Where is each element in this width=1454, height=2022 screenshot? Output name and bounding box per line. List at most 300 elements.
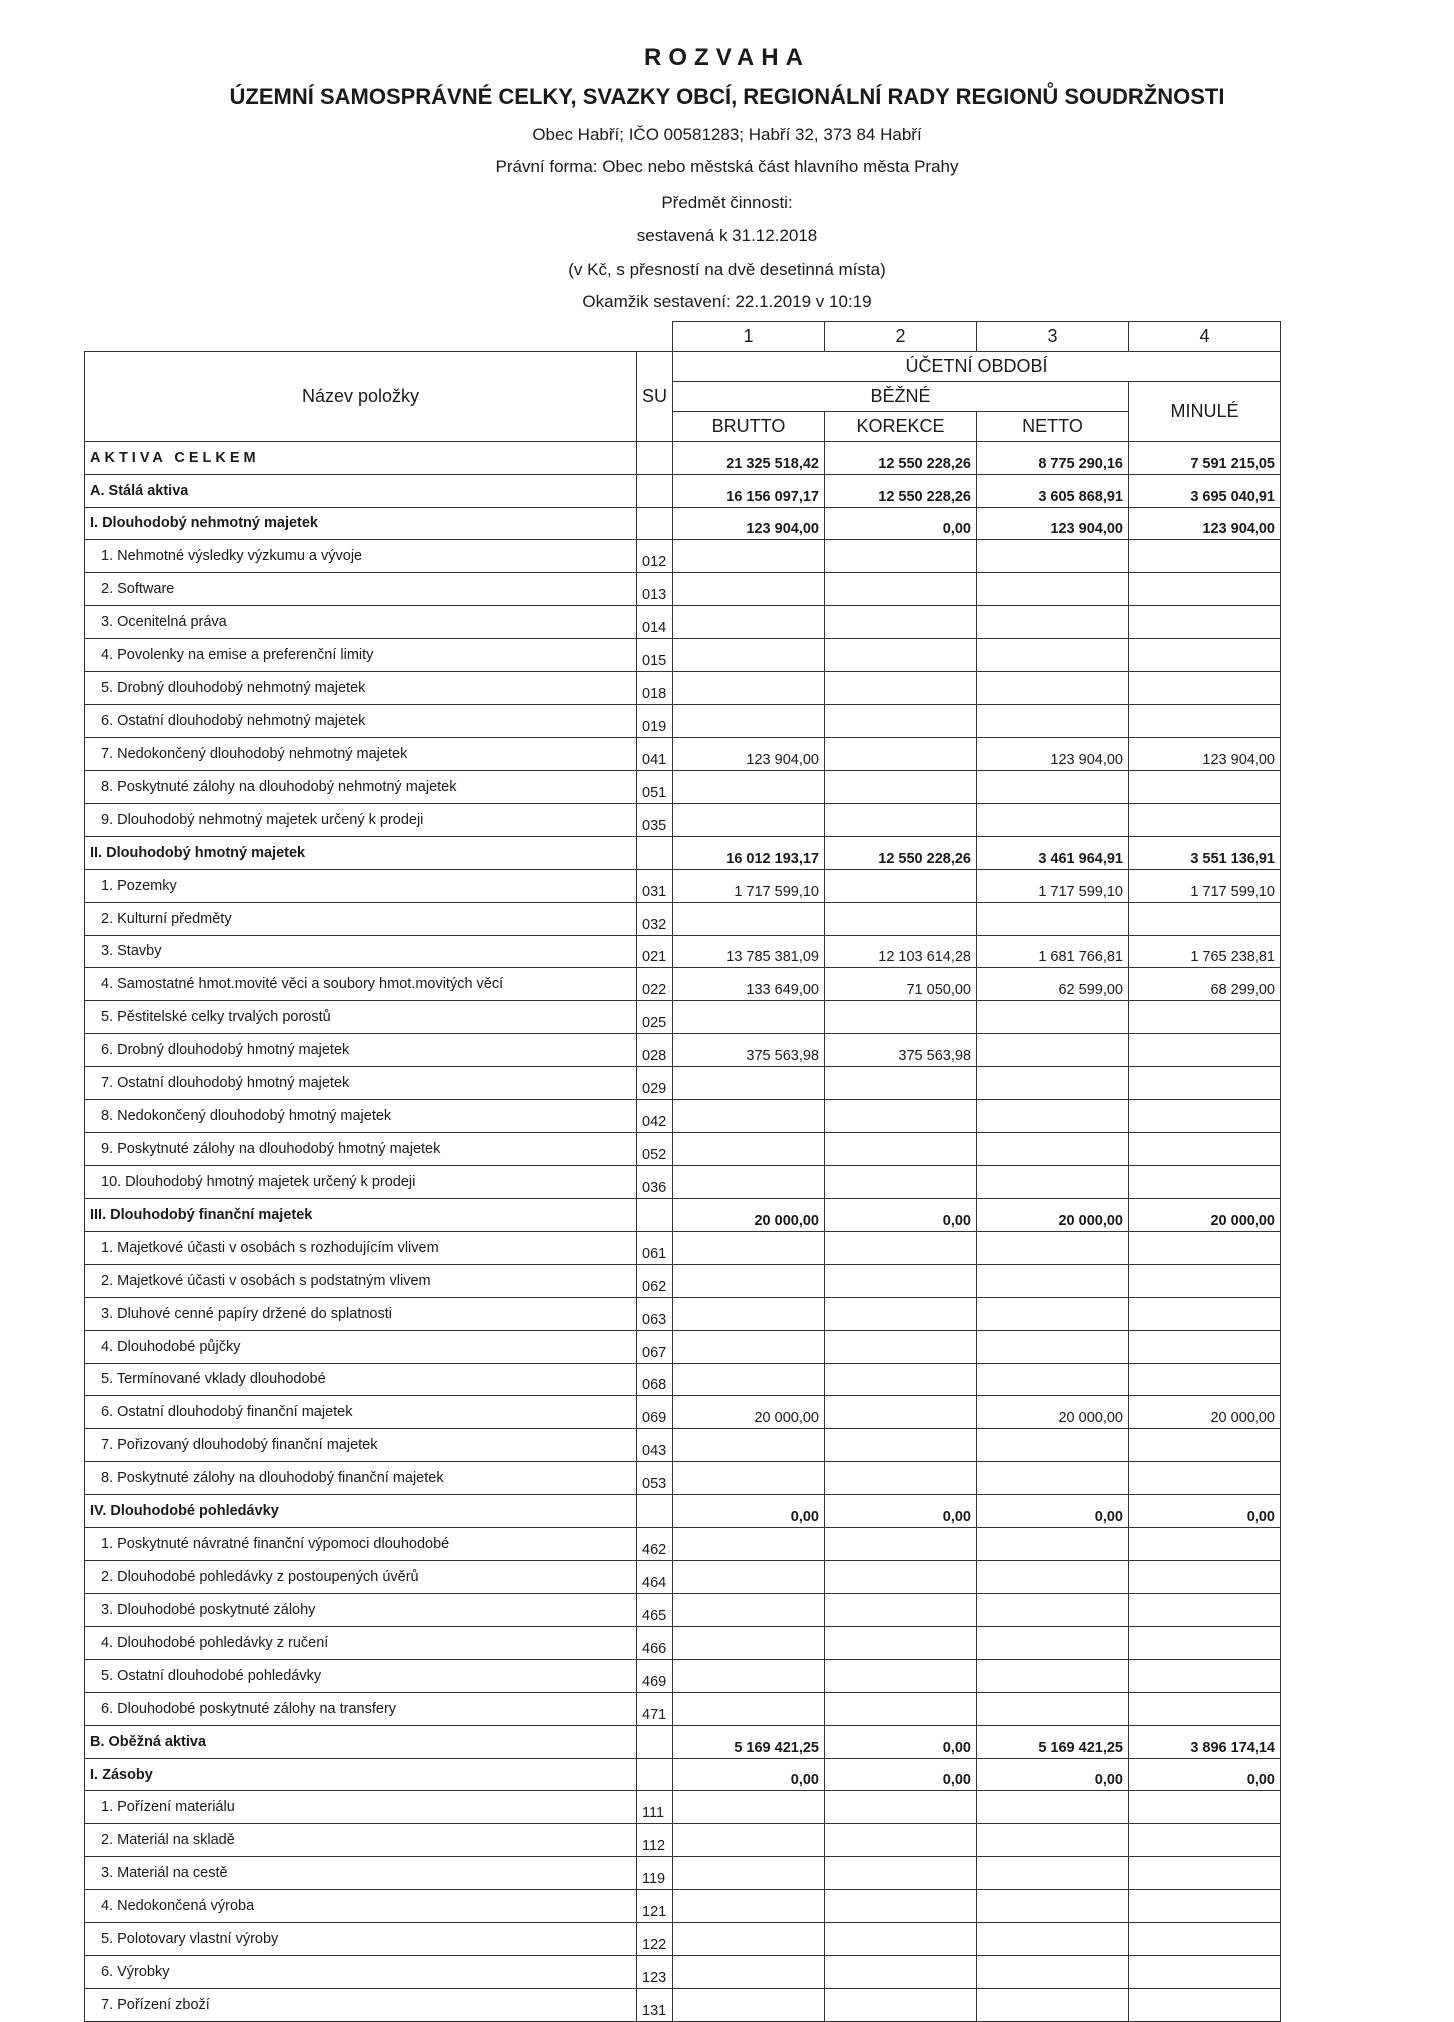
- row-su-cell: [637, 474, 673, 507]
- row-brutto-cell: [673, 639, 825, 672]
- row-minule-cell: [1129, 1593, 1281, 1626]
- row-korekce-cell: 12 550 228,26: [825, 836, 977, 869]
- row-name-cell: 5. Drobný dlouhodobý nehmotný majetek: [85, 672, 637, 705]
- row-su-cell: 112: [637, 1824, 673, 1857]
- row-korekce-cell: 12 550 228,26: [825, 474, 977, 507]
- balance-rows: [85, 441, 1281, 2021]
- row-name-cell: 4. Povolenky na emise a preferenční limity: [85, 639, 637, 672]
- row-korekce-cell: 0,00: [825, 1198, 977, 1231]
- row-minule-cell: [1129, 1133, 1281, 1166]
- row-brutto-cell: 1 717 599,10: [673, 869, 825, 902]
- row-brutto-cell: [673, 1561, 825, 1594]
- header-blank: [85, 322, 673, 352]
- compiled-date-line: sestavená k 31.12.2018: [636, 226, 818, 245]
- row-brutto-cell: [673, 672, 825, 705]
- row-korekce-cell: [825, 639, 977, 672]
- row-minule-cell: [1129, 1264, 1281, 1297]
- row-netto-cell: [977, 770, 1129, 803]
- row-korekce-cell: [825, 1067, 977, 1100]
- document-title: ROZVAHA: [644, 44, 810, 71]
- row-brutto-cell: [673, 1989, 825, 2022]
- row-minule-cell: [1129, 1791, 1281, 1824]
- row-korekce-cell: [825, 1989, 977, 2022]
- row-name-cell: 8. Poskytnuté zálohy na dlouhodobý finanční majetek: [85, 1462, 637, 1495]
- row-minule-cell: 7 591 215,05: [1129, 441, 1281, 474]
- row-korekce-cell: [825, 1297, 977, 1330]
- row-name-cell: 4. Dlouhodobé pohledávky z ručení: [85, 1626, 637, 1659]
- row-name-cell: 5. Termínované vklady dlouhodobé: [85, 1363, 637, 1396]
- row-minule-cell: [1129, 1989, 1281, 2022]
- row-su-cell: 028: [637, 1034, 673, 1067]
- row-su-cell: 025: [637, 1001, 673, 1034]
- row-su-cell: 471: [637, 1692, 673, 1725]
- row-name-cell: 6. Ostatní dlouhodobý nehmotný majetek: [85, 705, 637, 738]
- row-brutto-cell: [673, 705, 825, 738]
- row-name-cell: 9. Dlouhodobý nehmotný majetek určený k prodeji: [85, 803, 637, 836]
- row-minule-cell: [1129, 902, 1281, 935]
- table-row: [85, 1330, 1281, 1363]
- row-name-cell: 6. Dlouhodobé poskytnuté zálohy na transfery: [85, 1692, 637, 1725]
- row-name-cell: 8. Poskytnuté zálohy na dlouhodobý nehmotný majetek: [85, 770, 637, 803]
- row-minule-cell: [1129, 606, 1281, 639]
- row-su-cell: 464: [637, 1561, 673, 1594]
- compiled-moment-line: Okamžik sestavení: 22.1.2019 v 10:19: [582, 292, 872, 311]
- row-korekce-cell: [825, 1165, 977, 1198]
- row-minule-cell: 0,00: [1129, 1495, 1281, 1528]
- row-minule-cell: [1129, 1363, 1281, 1396]
- row-brutto-cell: [673, 1791, 825, 1824]
- row-netto-cell: [977, 1133, 1129, 1166]
- legal-form-line: Právní forma: Obec nebo městská část hlavního města Prahy: [495, 157, 959, 176]
- table-row: [85, 935, 1281, 968]
- row-korekce-cell: [825, 540, 977, 573]
- row-minule-cell: [1129, 1626, 1281, 1659]
- row-minule-cell: [1129, 1890, 1281, 1923]
- row-minule-cell: 1 717 599,10: [1129, 869, 1281, 902]
- row-su-cell: 061: [637, 1231, 673, 1264]
- row-su-cell: 123: [637, 1956, 673, 1989]
- row-netto-cell: 1 681 766,81: [977, 935, 1129, 968]
- row-minule-cell: [1129, 1429, 1281, 1462]
- row-minule-cell: [1129, 1297, 1281, 1330]
- row-brutto-cell: 20 000,00: [673, 1198, 825, 1231]
- row-brutto-cell: [673, 1100, 825, 1133]
- row-su-cell: 019: [637, 705, 673, 738]
- table-row: [85, 1758, 1281, 1791]
- row-netto-cell: [977, 1923, 1129, 1956]
- row-brutto-cell: [673, 1363, 825, 1396]
- row-minule-cell: 68 299,00: [1129, 968, 1281, 1001]
- row-name-cell: 3. Dlouhodobé poskytnuté zálohy: [85, 1593, 637, 1626]
- row-korekce-cell: [825, 1659, 977, 1692]
- row-su-cell: [637, 1198, 673, 1231]
- row-name-cell: 7. Ostatní dlouhodobý hmotný majetek: [85, 1067, 637, 1100]
- row-minule-cell: [1129, 1659, 1281, 1692]
- table-row: [85, 1528, 1281, 1561]
- row-netto-cell: [977, 1297, 1129, 1330]
- row-brutto-cell: [673, 1297, 825, 1330]
- row-minule-cell: 20 000,00: [1129, 1396, 1281, 1429]
- row-netto-cell: [977, 1462, 1129, 1495]
- row-minule-cell: [1129, 573, 1281, 606]
- row-su-cell: 043: [637, 1429, 673, 1462]
- table-row: [85, 770, 1281, 803]
- row-netto-cell: 0,00: [977, 1758, 1129, 1791]
- row-minule-cell: 123 904,00: [1129, 507, 1281, 540]
- row-name-cell: 1. Majetkové účasti v osobách s rozhodujícím vlivem: [85, 1231, 637, 1264]
- row-su-cell: 029: [637, 1067, 673, 1100]
- row-minule-cell: 0,00: [1129, 1758, 1281, 1791]
- row-netto-cell: [977, 1593, 1129, 1626]
- row-name-cell: 3. Ocenitelná práva: [85, 606, 637, 639]
- row-netto-cell: 20 000,00: [977, 1396, 1129, 1429]
- table-row: [85, 1659, 1281, 1692]
- row-name-cell: 7. Nedokončený dlouhodobý nehmotný majetek: [85, 737, 637, 770]
- row-korekce-cell: [825, 1528, 977, 1561]
- row-netto-cell: [977, 1165, 1129, 1198]
- row-netto-cell: [977, 1429, 1129, 1462]
- table-row: [85, 1593, 1281, 1626]
- row-su-cell: 121: [637, 1890, 673, 1923]
- row-minule-cell: [1129, 639, 1281, 672]
- row-minule-cell: 123 904,00: [1129, 737, 1281, 770]
- row-name-cell: 5. Ostatní dlouhodobé pohledávky: [85, 1659, 637, 1692]
- row-brutto-cell: 123 904,00: [673, 737, 825, 770]
- col-number-3: 3: [977, 322, 1129, 352]
- row-korekce-cell: [825, 869, 977, 902]
- table-row: [85, 540, 1281, 573]
- row-minule-cell: [1129, 1001, 1281, 1034]
- table-row: [85, 1264, 1281, 1297]
- row-brutto-cell: 0,00: [673, 1758, 825, 1791]
- table-row: [85, 1956, 1281, 1989]
- row-su-cell: 042: [637, 1100, 673, 1133]
- row-su-cell: [637, 1725, 673, 1758]
- name-column-header: Název položky: [85, 351, 637, 441]
- row-netto-cell: [977, 639, 1129, 672]
- row-name-cell: III. Dlouhodobý finanční majetek: [85, 1198, 637, 1231]
- row-brutto-cell: 133 649,00: [673, 968, 825, 1001]
- row-korekce-cell: [825, 1923, 977, 1956]
- row-name-cell: 8. Nedokončený dlouhodobý hmotný majetek: [85, 1100, 637, 1133]
- row-su-cell: 462: [637, 1528, 673, 1561]
- row-netto-cell: 8 775 290,16: [977, 441, 1129, 474]
- row-name-cell: IV. Dlouhodobé pohledávky: [85, 1495, 637, 1528]
- row-minule-cell: [1129, 540, 1281, 573]
- row-netto-cell: [977, 1824, 1129, 1857]
- row-minule-cell: [1129, 1165, 1281, 1198]
- row-korekce-cell: 12 103 614,28: [825, 935, 977, 968]
- row-name-cell: 2. Software: [85, 573, 637, 606]
- row-minule-cell: 3 896 174,14: [1129, 1725, 1281, 1758]
- table-row: [85, 441, 1281, 474]
- table-row: [85, 1561, 1281, 1594]
- row-brutto-cell: 0,00: [673, 1495, 825, 1528]
- row-minule-cell: [1129, 1923, 1281, 1956]
- table-row: [85, 573, 1281, 606]
- row-minule-cell: [1129, 1462, 1281, 1495]
- row-netto-cell: [977, 1626, 1129, 1659]
- row-brutto-cell: [673, 1231, 825, 1264]
- row-brutto-cell: 16 156 097,17: [673, 474, 825, 507]
- row-su-cell: 111: [637, 1791, 673, 1824]
- row-korekce-cell: [825, 803, 977, 836]
- row-name-cell: 2. Majetkové účasti v osobách s podstatným vlivem: [85, 1264, 637, 1297]
- brutto-header: BRUTTO: [673, 411, 825, 441]
- table-row: [85, 639, 1281, 672]
- row-brutto-cell: [673, 1330, 825, 1363]
- row-netto-cell: [977, 803, 1129, 836]
- row-korekce-cell: [825, 1396, 977, 1429]
- row-netto-cell: [977, 1034, 1129, 1067]
- row-netto-cell: [977, 672, 1129, 705]
- row-name-cell: 1. Nehmotné výsledky výzkumu a vývoje: [85, 540, 637, 573]
- row-minule-cell: 3 551 136,91: [1129, 836, 1281, 869]
- row-su-cell: 062: [637, 1264, 673, 1297]
- row-brutto-cell: [673, 1659, 825, 1692]
- table-row: [85, 869, 1281, 902]
- table-row: [85, 902, 1281, 935]
- row-brutto-cell: [673, 1462, 825, 1495]
- row-brutto-cell: [673, 1001, 825, 1034]
- row-name-cell: 2. Dlouhodobé pohledávky z postoupených úvěrů: [85, 1561, 637, 1594]
- col-number-4: 4: [1129, 322, 1281, 352]
- row-su-cell: 051: [637, 770, 673, 803]
- row-korekce-cell: [825, 1001, 977, 1034]
- row-minule-cell: [1129, 1528, 1281, 1561]
- row-name-cell: 10. Dlouhodobý hmotný majetek určený k prodeji: [85, 1165, 637, 1198]
- row-korekce-cell: [825, 1824, 977, 1857]
- row-korekce-cell: [825, 1231, 977, 1264]
- su-column-header: SU: [637, 351, 673, 441]
- row-su-cell: 041: [637, 737, 673, 770]
- row-name-cell: AKTIVA CELKEM: [85, 441, 637, 474]
- table-row: [85, 1001, 1281, 1034]
- entity-line: Obec Habří; IČO 00581283; Habří 32, 373 84 Habří: [532, 125, 922, 144]
- table-row: [85, 1363, 1281, 1396]
- table-row: [85, 606, 1281, 639]
- row-brutto-cell: 21 325 518,42: [673, 441, 825, 474]
- row-brutto-cell: [673, 1133, 825, 1166]
- row-su-cell: 012: [637, 540, 673, 573]
- row-su-cell: 052: [637, 1133, 673, 1166]
- row-su-cell: 022: [637, 968, 673, 1001]
- row-netto-cell: 3 605 868,91: [977, 474, 1129, 507]
- row-netto-cell: [977, 1791, 1129, 1824]
- row-name-cell: 6. Výrobky: [85, 1956, 637, 1989]
- row-su-cell: 014: [637, 606, 673, 639]
- table-row: [85, 1725, 1281, 1758]
- row-korekce-cell: [825, 1100, 977, 1133]
- table-row: [85, 1626, 1281, 1659]
- row-brutto-cell: [673, 1923, 825, 1956]
- row-netto-cell: [977, 1330, 1129, 1363]
- row-brutto-cell: [673, 1067, 825, 1100]
- row-brutto-cell: [673, 803, 825, 836]
- row-brutto-cell: [673, 573, 825, 606]
- row-brutto-cell: 13 785 381,09: [673, 935, 825, 968]
- row-korekce-cell: 71 050,00: [825, 968, 977, 1001]
- row-minule-cell: [1129, 1692, 1281, 1725]
- row-korekce-cell: [825, 1593, 977, 1626]
- row-minule-cell: [1129, 1231, 1281, 1264]
- row-su-cell: 063: [637, 1297, 673, 1330]
- table-row: [85, 1857, 1281, 1890]
- row-netto-cell: [977, 1528, 1129, 1561]
- row-brutto-cell: 375 563,98: [673, 1034, 825, 1067]
- row-name-cell: 9. Poskytnuté zálohy na dlouhodobý hmotný majetek: [85, 1133, 637, 1166]
- row-su-cell: 466: [637, 1626, 673, 1659]
- row-su-cell: 013: [637, 573, 673, 606]
- table-row: [85, 507, 1281, 540]
- table-row: [85, 1198, 1281, 1231]
- table-row: [85, 672, 1281, 705]
- row-minule-cell: [1129, 1956, 1281, 1989]
- table-row: [85, 1034, 1281, 1067]
- row-minule-cell: [1129, 1067, 1281, 1100]
- row-brutto-cell: [673, 1824, 825, 1857]
- previous-period-header: MINULÉ: [1129, 381, 1281, 441]
- table-row: [85, 474, 1281, 507]
- table-row: [85, 1890, 1281, 1923]
- balance-sheet-table: [84, 321, 1281, 2022]
- row-minule-cell: 20 000,00: [1129, 1198, 1281, 1231]
- row-netto-cell: [977, 1692, 1129, 1725]
- activity-line: Předmět činnosti:: [661, 193, 793, 212]
- row-name-cell: 4. Nedokončená výroba: [85, 1890, 637, 1923]
- table-row: [85, 1297, 1281, 1330]
- row-name-cell: 4. Samostatné hmot.movité věci a soubory hmot.movitých věcí: [85, 968, 637, 1001]
- row-name-cell: 6. Drobný dlouhodobý hmotný majetek: [85, 1034, 637, 1067]
- row-brutto-cell: [673, 770, 825, 803]
- row-su-cell: 032: [637, 902, 673, 935]
- row-netto-cell: [977, 1001, 1129, 1034]
- row-korekce-cell: [825, 770, 977, 803]
- row-su-cell: 131: [637, 1989, 673, 2022]
- row-su-cell: 067: [637, 1330, 673, 1363]
- row-brutto-cell: [673, 1692, 825, 1725]
- table-row: [85, 1429, 1281, 1462]
- table-row: [85, 737, 1281, 770]
- period-header: ÚČETNÍ OBDOBÍ: [673, 351, 1281, 381]
- row-korekce-cell: [825, 1692, 977, 1725]
- row-netto-cell: 62 599,00: [977, 968, 1129, 1001]
- korekce-header: KOREKCE: [825, 411, 977, 441]
- row-name-cell: 2. Kulturní předměty: [85, 902, 637, 935]
- row-name-cell: B. Oběžná aktiva: [85, 1725, 637, 1758]
- row-su-cell: 035: [637, 803, 673, 836]
- row-su-cell: [637, 441, 673, 474]
- row-name-cell: 7. Pořízení zboží: [85, 1989, 637, 2022]
- row-su-cell: [637, 507, 673, 540]
- row-korekce-cell: [825, 737, 977, 770]
- row-name-cell: 6. Ostatní dlouhodobý finanční majetek: [85, 1396, 637, 1429]
- row-su-cell: 053: [637, 1462, 673, 1495]
- row-netto-cell: [977, 1363, 1129, 1396]
- row-su-cell: 465: [637, 1593, 673, 1626]
- row-brutto-cell: 16 012 193,17: [673, 836, 825, 869]
- row-su-cell: [637, 1495, 673, 1528]
- row-su-cell: 122: [637, 1923, 673, 1956]
- row-minule-cell: [1129, 672, 1281, 705]
- units-line: (v Kč, s přesností na dvě desetinná místa): [568, 260, 886, 279]
- row-korekce-cell: [825, 1791, 977, 1824]
- row-name-cell: 5. Pěstitelské celky trvalých porostů: [85, 1001, 637, 1034]
- row-netto-cell: [977, 1989, 1129, 2022]
- row-netto-cell: [977, 1857, 1129, 1890]
- row-korekce-cell: [825, 1363, 977, 1396]
- row-su-cell: 068: [637, 1363, 673, 1396]
- row-netto-cell: [977, 902, 1129, 935]
- row-brutto-cell: [673, 1626, 825, 1659]
- table-row: [85, 803, 1281, 836]
- row-netto-cell: 0,00: [977, 1495, 1129, 1528]
- table-row: [85, 1067, 1281, 1100]
- row-korekce-cell: [825, 902, 977, 935]
- table-row: [85, 836, 1281, 869]
- row-netto-cell: [977, 573, 1129, 606]
- row-minule-cell: 1 765 238,81: [1129, 935, 1281, 968]
- row-brutto-cell: [673, 1857, 825, 1890]
- row-minule-cell: [1129, 1561, 1281, 1594]
- row-brutto-cell: [673, 1528, 825, 1561]
- row-minule-cell: [1129, 803, 1281, 836]
- row-minule-cell: [1129, 1857, 1281, 1890]
- row-brutto-cell: [673, 540, 825, 573]
- row-netto-cell: 123 904,00: [977, 737, 1129, 770]
- row-brutto-cell: [673, 1956, 825, 1989]
- row-name-cell: 1. Poskytnuté návratné finanční výpomoci dlouhodobé: [85, 1528, 637, 1561]
- row-brutto-cell: [673, 1165, 825, 1198]
- row-brutto-cell: [673, 902, 825, 935]
- row-korekce-cell: 0,00: [825, 507, 977, 540]
- row-minule-cell: [1129, 1824, 1281, 1857]
- table-row: [85, 1165, 1281, 1198]
- row-su-cell: 036: [637, 1165, 673, 1198]
- row-netto-cell: 123 904,00: [977, 507, 1129, 540]
- row-netto-cell: [977, 705, 1129, 738]
- table-row: [85, 1692, 1281, 1725]
- row-name-cell: 3. Dluhové cenné papíry držené do splatnosti: [85, 1297, 637, 1330]
- row-netto-cell: [977, 1067, 1129, 1100]
- row-name-cell: 3. Materiál na cestě: [85, 1857, 637, 1890]
- table-row: [85, 1100, 1281, 1133]
- table-row: [85, 1824, 1281, 1857]
- row-minule-cell: [1129, 1100, 1281, 1133]
- row-korekce-cell: [825, 1561, 977, 1594]
- row-name-cell: 5. Polotovary vlastní výroby: [85, 1923, 637, 1956]
- col-number-1: 1: [673, 322, 825, 352]
- row-su-cell: 031: [637, 869, 673, 902]
- row-netto-cell: [977, 1231, 1129, 1264]
- row-su-cell: 021: [637, 935, 673, 968]
- row-korekce-cell: 0,00: [825, 1758, 977, 1791]
- row-netto-cell: [977, 540, 1129, 573]
- row-minule-cell: [1129, 705, 1281, 738]
- row-name-cell: 3. Stavby: [85, 935, 637, 968]
- row-netto-cell: 3 461 964,91: [977, 836, 1129, 869]
- row-netto-cell: [977, 1890, 1129, 1923]
- row-korekce-cell: 0,00: [825, 1495, 977, 1528]
- row-name-cell: I. Zásoby: [85, 1758, 637, 1791]
- row-su-cell: 015: [637, 639, 673, 672]
- row-korekce-cell: [825, 1890, 977, 1923]
- row-brutto-cell: [673, 1890, 825, 1923]
- row-su-cell: [637, 1758, 673, 1791]
- col-number-2: 2: [825, 322, 977, 352]
- row-korekce-cell: [825, 1330, 977, 1363]
- row-name-cell: II. Dlouhodobý hmotný majetek: [85, 836, 637, 869]
